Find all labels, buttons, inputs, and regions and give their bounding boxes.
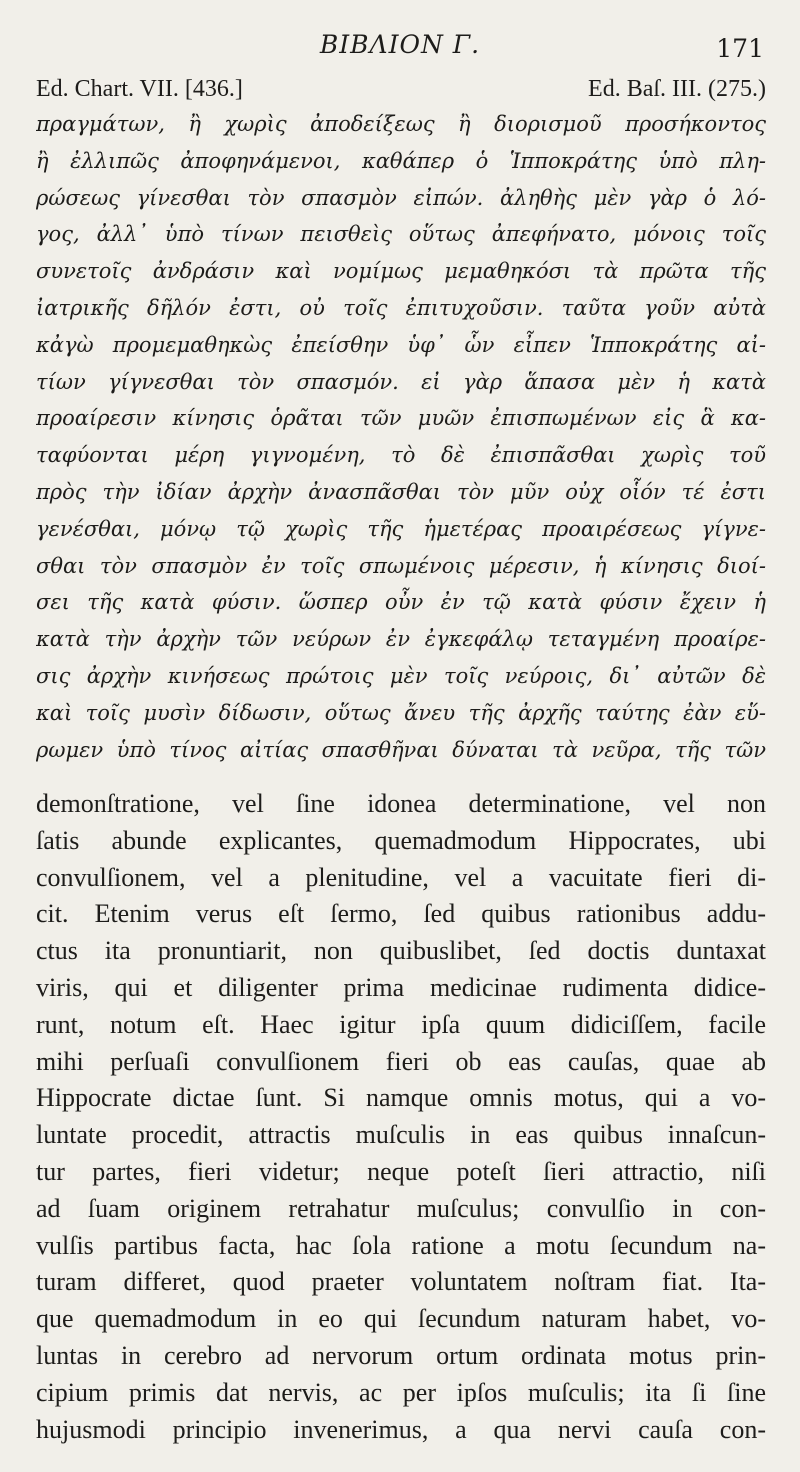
latin-line: ſatis abunde explicantes, quemadmodum Hippocrates, ubi: [36, 825, 766, 855]
greek-line: γος, ἀλλ᾽ ὑπὸ τίνων πεισθεὶς οὕτως ἀπεφήνατο, μόνοις τοῖς: [36, 222, 766, 247]
page-number: 171: [716, 34, 764, 63]
latin-line: cipium primis dat nervis, ac per ipſos muſculis; ita ſi ſine: [36, 1377, 766, 1407]
greek-line: ταφύονται μέρη γιγνομένη, τὸ δὲ ἐπισπᾶσθαι χωρὶς τοῦ: [36, 443, 766, 468]
greek-line: ἢ ἐλλιπῶς ἀποφηνάμενοι, καθάπερ ὁ Ἱπποκράτης ὑπὸ πλη-: [36, 148, 766, 173]
latin-line: runt, notum eſt. Haec igitur ipſa quum didiciſſem, facile: [36, 1009, 766, 1039]
greek-line: ἰατρικῆς δῆλόν ἐστι, οὐ τοῖς ἐπιτυχοῦσιν. ταῦτα γοῦν αὐτὰ: [36, 295, 766, 320]
edition-reference-line: [36, 76, 766, 106]
greek-line: ρωμεν ὑπὸ τίνος αἰτίας σπασθῆναι δύναται τὰ νεῦρα, τῆς τῶν: [36, 737, 766, 762]
latin-line: hujusmodi principio invenerimus, a qua nervi cauſa con-: [36, 1414, 766, 1444]
greek-line: συνετοῖς ἀνδράσιν καὶ νομίμως μεμαθηκόσι τὰ πρῶτα τῆς: [36, 259, 766, 284]
latin-text-block: [36, 786, 766, 1448]
edition-chartier: Ed. Chart. VII. [436.]: [36, 76, 243, 102]
edition-basel: Ed. Baſ. III. (275.): [588, 76, 766, 102]
latin-line: luntas in cerebro ad nervorum ortum ordinata motus prin-: [36, 1340, 766, 1370]
latin-line: ad ſuam originem retrahatur muſculus; convulſio in con-: [36, 1193, 766, 1223]
latin-line: viris, qui et diligenter prima medicinae rudimenta didice-: [36, 972, 766, 1002]
running-head: [0, 30, 800, 63]
latin-line: tur partes, fieri videtur; neque poteſt ſieri attractio, niſi: [36, 1156, 766, 1186]
latin-line: mihi perſuaſi convulſionem fieri ob eas cauſas, quae ab: [36, 1046, 766, 1076]
running-title: ΒΙΒΛΙΟΝ Γ.: [319, 30, 481, 59]
greek-line: σει τῆς κατὰ φύσιν. ὥσπερ οὖν ἐν τῷ κατὰ φύσιν ἔχειν ἡ: [36, 590, 766, 615]
greek-line: κἀγὼ προμεμαθηκὼς ἐπείσθην ὑφ᾽ ὧν εἶπεν Ἱπποκράτης αἰ-: [36, 332, 766, 357]
latin-line: vulſis partibus facta, hac ſola ratione a motu ſecundum na-: [36, 1230, 766, 1260]
greek-line: τίων γίγνεσθαι τὸν σπασμόν. εἰ γὰρ ἅπασα μὲν ἡ κατὰ: [36, 369, 766, 394]
latin-line: demonſtratione, vel ſine idonea determinatione, vel non: [36, 789, 766, 818]
greek-line: προαίρεσιν κίνησις ὁρᾶται τῶν μυῶν ἐπισπωμένων εἰς ἃ κα-: [36, 406, 766, 431]
greek-line: κατὰ τὴν ἀρχὴν τῶν νεύρων ἐν ἐγκεφάλῳ τεταγμένη προαίρε-: [36, 627, 766, 652]
greek-line: ρώσεως γίνεσθαι τὸν σπασμὸν εἰπών. ἀληθὴς μὲν γὰρ ὁ λό-: [36, 185, 766, 210]
latin-line: convulſionem, vel a plenitudine, vel a vacuitate fieri di-: [36, 862, 766, 892]
latin-line: turam differet, quod praeter voluntatem noſtram fiat. Ita-: [36, 1267, 766, 1297]
latin-line: que quemadmodum in eo qui ſecundum naturam habet, vo-: [36, 1304, 766, 1334]
greek-line: γενέσθαι, μόνῳ τῷ χωρὶς τῆς ἡμετέρας προαιρέσεως γίγνε-: [36, 516, 766, 541]
latin-line: ctus ita pronuntiarit, non quibuslibet, ſed doctis duntaxat: [36, 936, 766, 966]
latin-line: Hippocrate dictae ſunt. Si namque omnis motus, qui a vo-: [36, 1083, 766, 1113]
greek-text-block: [36, 106, 766, 768]
greek-line: πρὸς τὴν ἰδίαν ἀρχὴν ἀνασπᾶσθαι τὸν μῦν οὐχ οἷόν τέ ἐστι: [36, 479, 766, 504]
greek-line: σθαι τὸν σπασμὸν ἐν τοῖς σπωμένοις μέρεσιν, ἡ κίνησις διοί-: [36, 553, 766, 578]
latin-line: cit. Etenim verus eſt ſermo, ſed quibus rationibus addu-: [36, 899, 766, 929]
greek-line: καὶ τοῖς μυσὶν δίδωσιν, οὕτως ἄνευ τῆς ἀρχῆς ταύτης ἐὰν εὕ-: [36, 700, 766, 725]
latin-line: luntate procedit, attractis muſculis in eas quibus innaſcun-: [36, 1120, 766, 1150]
greek-line: πραγμάτων, ἢ χωρὶς ἀποδείξεως ἢ διορισμοῦ προσήκοντος: [36, 112, 766, 136]
greek-line: σις ἀρχὴν κινήσεως πρώτοις μὲν τοῖς νεύροις, δι᾽ αὐτῶν δὲ: [36, 663, 766, 688]
